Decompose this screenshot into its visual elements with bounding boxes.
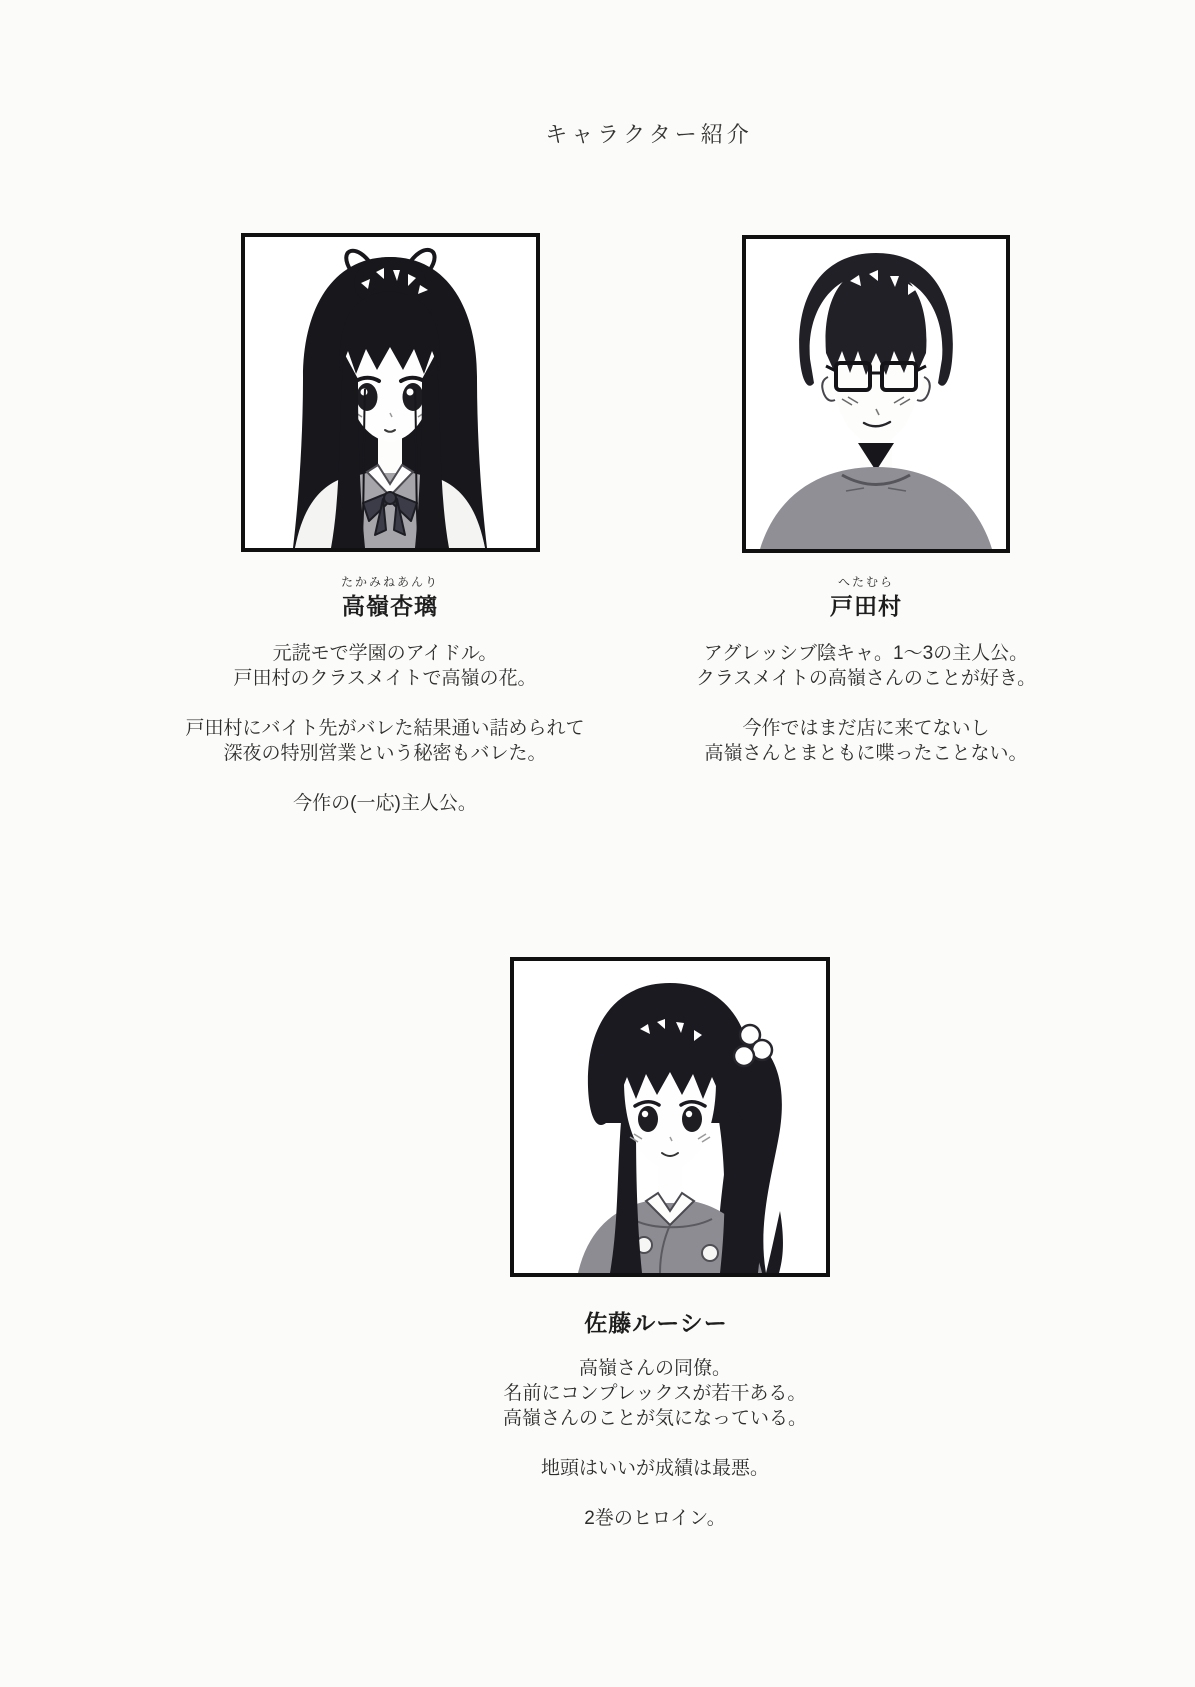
description-line: 名前にコンプレックスが若干ある。 [503, 1383, 807, 1404]
page-title: キャラクター紹介 [545, 122, 753, 147]
description-line: アグレッシブ陰キャ。1〜3の主人公。 [703, 643, 1029, 664]
lucy-name: 佐藤ルーシー [584, 1310, 728, 1336]
description-line: 今作の(一応)主人公。 [293, 793, 477, 814]
description-line [503, 1431, 807, 1456]
description-line: 戸田村のクラスメイトで高嶺の花。 [233, 668, 537, 689]
description-line [185, 691, 584, 716]
takamine-furigana: たかみねあんり [340, 575, 440, 589]
description-line: 高嶺さんとまともに喋ったことない。 [704, 743, 1028, 764]
description-line: 戸田村にバイト先がバレた結果通い詰められて [185, 718, 585, 739]
lucy-illustration [514, 961, 826, 1273]
todamura-furigana: へたむら [837, 575, 895, 589]
takamine-illustration [245, 237, 536, 548]
takamine-description [185, 641, 584, 816]
description-line: 地頭はいいが成績は最悪。 [540, 1458, 770, 1479]
todamura-name: 戸田村 [830, 593, 902, 619]
description-line [503, 1481, 807, 1506]
description-line: 2巻のヒロイン。 [584, 1508, 726, 1529]
lucy-description [503, 1356, 807, 1531]
description-line [696, 691, 1036, 716]
description-line: 今作ではまだ店に来てないし [742, 718, 990, 739]
portrait-takamine-image [241, 233, 540, 552]
description-line: 元読モで学園のアイドル。 [272, 643, 498, 664]
takamine-name: 高嶺杏璃 [342, 593, 438, 619]
todamura-illustration [746, 239, 1006, 549]
description-line: 深夜の特別営業という秘密もバレた。 [223, 743, 547, 764]
portrait-todamura-image [742, 235, 1010, 553]
description-line: クラスメイトの高嶺さんのことが好き。 [695, 668, 1037, 689]
description-line [185, 766, 584, 791]
description-line: 高嶺さんの同僚。 [578, 1358, 732, 1379]
todamura-description [696, 641, 1036, 766]
portrait-lucy-image [510, 957, 830, 1277]
description-line: 高嶺さんのことが気になっている。 [502, 1408, 808, 1429]
